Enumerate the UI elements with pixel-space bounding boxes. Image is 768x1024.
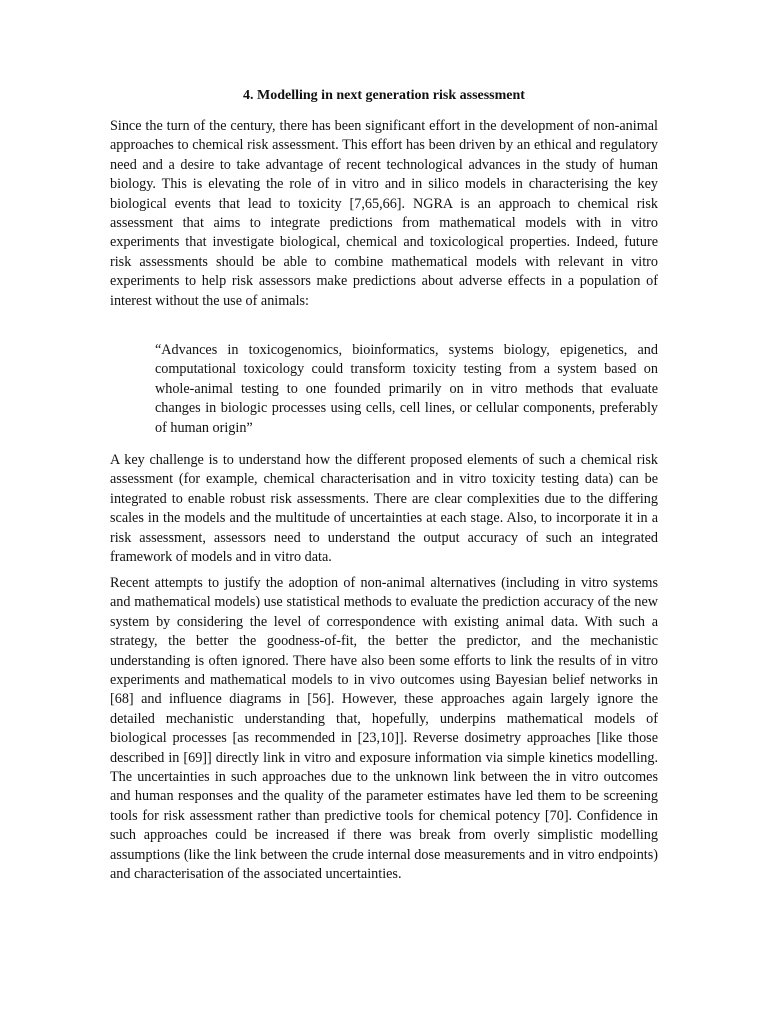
intro-paragraph: Since the turn of the century, there has been significant effort in the development of non-animal approaches to chemical risk assessment. This effort has been driven by an ethical and regulatory need and a desire to take advantage of recent technological advances in the study of human biology. This is elevating the role of in vitro and in silico models in characterising the key biological events that lead to toxicity [7,65,66]. NGRA is an approach to chemical risk assessment that aims to integrate predictions from mathematical models with in vitro experiments that investigate biological, chemical and toxicological properties. Indeed, future risk assessments should be able to combine mathematical models with relevant in vitro experiments to help risk assessors make predictions about adverse effects in a population of interest without the use of animals: [110,118,658,309]
recent-attempts-paragraph: Recent attempts to justify the adoption of non-animal alternatives (including in vitro systems and mathematical models) use statistical methods to evaluate the prediction accuracy of the new system by considering the level of correspondence with existing animal data. With such a strategy, the better the goodness-of-fit, the better the predictor, and the mechanistic understanding is often ignored. There have also been some efforts to link the results of in vitro experiments and mathematical models to in vivo outcomes using Bayesian belief networks in [68] and influence diagrams in [56]. However, these approaches again largely ignore the detailed mechanistic understanding that, hopefully, underpins mathematical models of biological processes [as recommended in [23,10]]. Reverse dosimetry approaches [like those described in [69]] directly link in vitro and exposure information via simple kinetics modelling. The uncertainties in such approaches due to the unknown link between the in vitro outcomes and human responses and the quality of the parameter estimates have led them to be screening tools for risk assessment rather than predictive tools for chemical potency [70]. Confidence in such approaches could be increased if there was break from overly simplistic modelling assumptions (like the link between the crude internal dose measurements and in vitro endpoints) and characterisation of the associated uncertainties. [110,575,658,883]
section-heading: 4. Modelling in next generation risk assessment [243,88,525,103]
block-quote: “Advances in toxicogenomics, bioinformatics, systems biology, epigenetics, and computational toxicology could transform toxicity testing from a system based on whole-animal testing to one founded primarily on in vitro methods that evaluate changes in biologic processes using cells, cell lines, or cellular components, preferably of human origin” [155,342,658,436]
challenge-paragraph: A key challenge is to understand how the different proposed elements of such a chemical risk assessment (for example, chemical characterisation and in vitro toxicity testing data) can be integrated to enable robust risk assessments. There are clear complexities due to the differing scales in the models and the multitude of uncertainties at each stage. Also, to incorporate it in a risk assessment, assessors need to understand the output accuracy of such an integrated framework of models and in vitro data. [110,452,658,566]
